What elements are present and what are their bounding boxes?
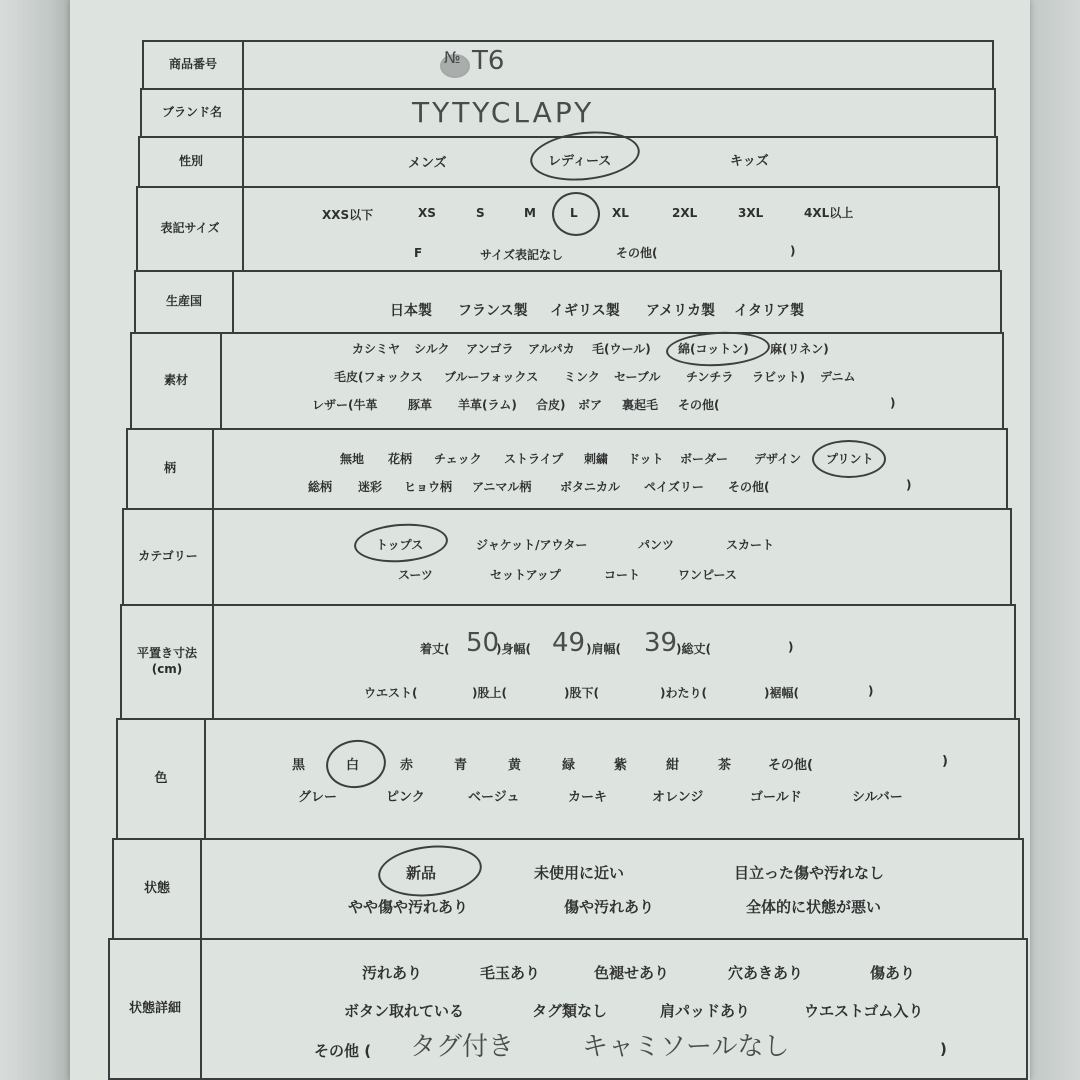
detail-stain[interactable]: 汚れあり — [362, 964, 423, 982]
material-boa[interactable]: ボア — [578, 398, 603, 412]
measure-hem: )裾幅( — [764, 686, 799, 700]
handwritten-brand-name: TYTYCLAPY — [412, 96, 595, 129]
color-khaki[interactable]: カーキ — [568, 790, 608, 805]
row-gender — [138, 136, 998, 186]
condition-damage[interactable]: 傷や汚れあり — [564, 898, 655, 916]
selection-circle-new — [376, 841, 485, 902]
pattern-animal[interactable]: アニマル柄 — [472, 480, 532, 494]
size-s[interactable]: S — [476, 206, 485, 220]
measure-hem-close: ) — [868, 684, 874, 698]
label-brand: ブランド名 — [142, 90, 244, 136]
color-beige[interactable]: ベージュ — [468, 790, 520, 805]
row-color — [116, 718, 1020, 838]
handwritten-width: 49 — [552, 628, 586, 658]
size-4xl[interactable]: 4XL以上 — [804, 206, 854, 220]
country-italy[interactable]: イタリア製 — [734, 303, 804, 319]
material-blue-fox[interactable]: ブルーフォックス — [444, 370, 539, 384]
pattern-design[interactable]: デザイン — [754, 452, 802, 466]
pattern-check[interactable]: チェック — [434, 452, 482, 466]
measure-inseam: )股下( — [564, 686, 599, 700]
material-cashmere[interactable]: カシミヤ — [352, 342, 401, 356]
material-chinchilla[interactable]: チンチラ — [686, 370, 734, 384]
pattern-paisley[interactable]: ペイズリー — [644, 480, 704, 494]
country-uk[interactable]: イギリス製 — [550, 303, 620, 319]
pattern-botanical[interactable]: ボタニカル — [560, 480, 621, 494]
condition-no-damage[interactable]: 目立った傷や汚れなし — [734, 864, 885, 882]
row-material — [130, 332, 1004, 428]
selection-circle-print — [812, 440, 886, 478]
color-gold[interactable]: ゴールド — [750, 790, 802, 805]
color-yellow[interactable]: 黄 — [508, 758, 522, 773]
handwritten-length: 50 — [466, 628, 500, 658]
gender-option-kids[interactable]: キッズ — [730, 154, 769, 169]
detail-no-tags[interactable]: タグ類なし — [532, 1002, 608, 1020]
size-f[interactable]: F — [414, 246, 423, 260]
pattern-border[interactable]: ボーダー — [680, 452, 729, 466]
handwritten-number-prefix: № — [444, 48, 461, 67]
material-pig-leather[interactable]: 豚革 — [408, 398, 433, 412]
detail-other-open: その他 ( — [314, 1042, 372, 1060]
gender-option-mens[interactable]: メンズ — [408, 156, 447, 171]
measure-rise: )股上( — [472, 686, 507, 700]
color-pink[interactable]: ピンク — [386, 790, 425, 805]
size-l[interactable]: L — [570, 206, 578, 220]
condition-slight-damage[interactable]: やや傷や汚れあり — [348, 898, 469, 916]
size-xl[interactable]: XL — [612, 206, 629, 220]
gender-option-ladies[interactable]: レディース — [548, 154, 612, 169]
material-mink[interactable]: ミンク — [564, 370, 600, 384]
label-country: 生産国 — [136, 272, 234, 332]
measure-thigh: )わたり( — [660, 686, 707, 700]
color-red[interactable]: 赤 — [400, 758, 414, 773]
pattern-dot[interactable]: ドット — [628, 452, 664, 466]
size-no-label[interactable]: サイズ表記なし — [480, 248, 564, 262]
pattern-allover[interactable]: 総柄 — [308, 480, 333, 494]
condition-like-new[interactable]: 未使用に近い — [534, 864, 625, 882]
row-product-number — [142, 40, 994, 88]
handwritten-note-no-camisole: キャミソールなし — [582, 1032, 790, 1062]
row-measurements — [120, 604, 1016, 718]
handwritten-shoulder: 39 — [644, 628, 678, 658]
handwritten-note-tags-attached: タグ付き — [410, 1032, 515, 1062]
detail-elastic-waist[interactable]: ウエストゴム入り — [804, 1002, 924, 1020]
pattern-stripe[interactable]: ストライプ — [504, 452, 564, 466]
number-mark — [440, 54, 470, 78]
material-rabbit[interactable]: ラビット) — [752, 370, 806, 384]
color-black[interactable]: 黒 — [292, 758, 306, 773]
row-category — [122, 508, 1012, 604]
color-brown[interactable]: 茶 — [718, 758, 732, 773]
material-cotton[interactable]: 綿(コットン) — [678, 342, 749, 356]
category-setup[interactable]: セットアップ — [490, 568, 561, 582]
label-size: 表記サイズ — [138, 188, 244, 270]
selection-circle-white — [323, 736, 389, 792]
country-france[interactable]: フランス製 — [458, 303, 528, 319]
label-condition-detail: 状態詳細 — [110, 940, 202, 1078]
pattern-leopard[interactable]: ヒョウ柄 — [404, 480, 453, 494]
label-measurements — [122, 606, 214, 718]
category-jacket[interactable]: ジャケット/アウター — [476, 538, 588, 552]
pattern-plain[interactable]: 無地 — [340, 452, 365, 466]
material-alpaca[interactable]: アルパカ — [528, 342, 575, 356]
material-sable[interactable]: セーブル — [614, 370, 661, 384]
material-brushed[interactable]: 裏起毛 — [622, 398, 659, 412]
size-other-open[interactable]: その他( — [616, 246, 658, 260]
background-left-edge — [0, 0, 70, 1080]
row-pattern — [126, 428, 1008, 508]
color-other-open[interactable]: その他( — [768, 758, 813, 773]
condition-new[interactable]: 新品 — [406, 864, 437, 882]
category-onepiece[interactable]: ワンピース — [678, 568, 737, 582]
material-denim[interactable]: デニム — [820, 370, 856, 384]
pattern-other-close: ) — [906, 478, 912, 492]
color-green[interactable]: 緑 — [562, 758, 576, 773]
material-wool[interactable]: 毛(ウール) — [592, 342, 651, 356]
selection-circle-cotton — [665, 329, 771, 368]
measure-total-open: )総丈( — [676, 642, 711, 656]
color-navy[interactable]: 紺 — [666, 758, 680, 773]
color-orange[interactable]: オレンジ — [652, 790, 704, 805]
measure-waist: ウエスト( — [364, 686, 418, 700]
label-condition: 状態 — [114, 840, 202, 938]
category-skirt[interactable]: スカート — [726, 538, 775, 552]
material-synthetic[interactable]: 合皮) — [536, 398, 566, 412]
measure-width-open: )身幅( — [496, 642, 531, 656]
measure-total-close: ) — [788, 640, 794, 654]
label-color: 色 — [118, 720, 206, 838]
category-tops[interactable]: トップス — [376, 538, 424, 552]
detail-hole[interactable]: 穴あきあり — [728, 964, 804, 982]
inspection-form-sheet — [70, 0, 1030, 1080]
handwritten-product-number: T6 — [472, 46, 505, 76]
pattern-embroidery[interactable]: 刺繍 — [584, 452, 609, 466]
selection-circle-size-l — [552, 192, 600, 236]
material-other-close: ) — [890, 396, 896, 410]
country-japan[interactable]: 日本製 — [390, 303, 432, 319]
material-other-open[interactable]: その他( — [678, 398, 720, 412]
pattern-camo[interactable]: 迷彩 — [358, 480, 383, 494]
category-coat[interactable]: コート — [604, 568, 641, 582]
measure-length-open: 着丈( — [420, 642, 450, 656]
size-other-close: ) — [790, 244, 796, 258]
selection-circle-tops — [353, 521, 449, 565]
detail-fading[interactable]: 色褪せあり — [594, 964, 670, 982]
row-size — [136, 186, 1000, 270]
detail-scratch[interactable]: 傷あり — [870, 964, 916, 982]
condition-poor[interactable]: 全体的に状態が悪い — [746, 898, 882, 916]
size-3xl[interactable]: 3XL — [738, 206, 764, 220]
size-xxs[interactable]: XXS以下 — [322, 208, 374, 222]
material-fox[interactable]: 毛皮(フォックス — [334, 370, 423, 384]
detail-shoulder-pads[interactable]: 肩パッドあり — [660, 1002, 751, 1020]
category-pants[interactable]: パンツ — [638, 538, 675, 552]
color-white[interactable]: 白 — [346, 758, 360, 773]
pattern-other-open[interactable]: その他( — [728, 480, 770, 494]
detail-pilling[interactable]: 毛玉あり — [480, 964, 541, 982]
label-gender: 性別 — [140, 138, 244, 186]
row-condition — [112, 838, 1024, 938]
size-2xl[interactable]: 2XL — [672, 206, 698, 220]
detail-other-close: ) — [940, 1040, 947, 1058]
category-suit[interactable]: スーツ — [398, 568, 433, 582]
label-product-number: 商品番号 — [144, 42, 244, 88]
color-silver[interactable]: シルバー — [852, 790, 903, 805]
label-measurements-unit: (cm) — [151, 662, 183, 676]
pattern-print[interactable]: プリント — [826, 452, 874, 466]
measure-shoulder-open: )肩幅( — [586, 642, 621, 656]
row-condition-detail — [108, 938, 1028, 1080]
label-measurements-line1: 平置き寸法 — [136, 646, 197, 661]
material-silk[interactable]: シルク — [414, 342, 450, 356]
detail-button-missing[interactable]: ボタン取れている — [344, 1002, 465, 1020]
size-m[interactable]: M — [524, 206, 536, 220]
material-leather[interactable]: レザー(牛革 — [312, 398, 378, 412]
label-category: カテゴリー — [124, 510, 214, 604]
row-brand — [140, 88, 996, 136]
size-xs[interactable]: XS — [418, 206, 436, 220]
pattern-floral[interactable]: 花柄 — [388, 452, 413, 466]
color-purple[interactable]: 紫 — [614, 758, 628, 773]
material-angora[interactable]: アンゴラ — [466, 342, 514, 356]
color-other-close: ) — [942, 754, 948, 769]
material-linen[interactable]: 麻(リネン) — [770, 342, 829, 356]
color-blue[interactable]: 青 — [454, 758, 468, 773]
color-gray[interactable]: グレー — [298, 790, 338, 805]
label-material: 素材 — [132, 334, 222, 428]
row-country — [134, 270, 1002, 332]
country-usa[interactable]: アメリカ製 — [646, 303, 716, 319]
label-pattern: 柄 — [128, 430, 214, 508]
selection-circle-ladies — [528, 126, 642, 185]
material-lamb[interactable]: 羊革(ラム) — [458, 398, 517, 412]
